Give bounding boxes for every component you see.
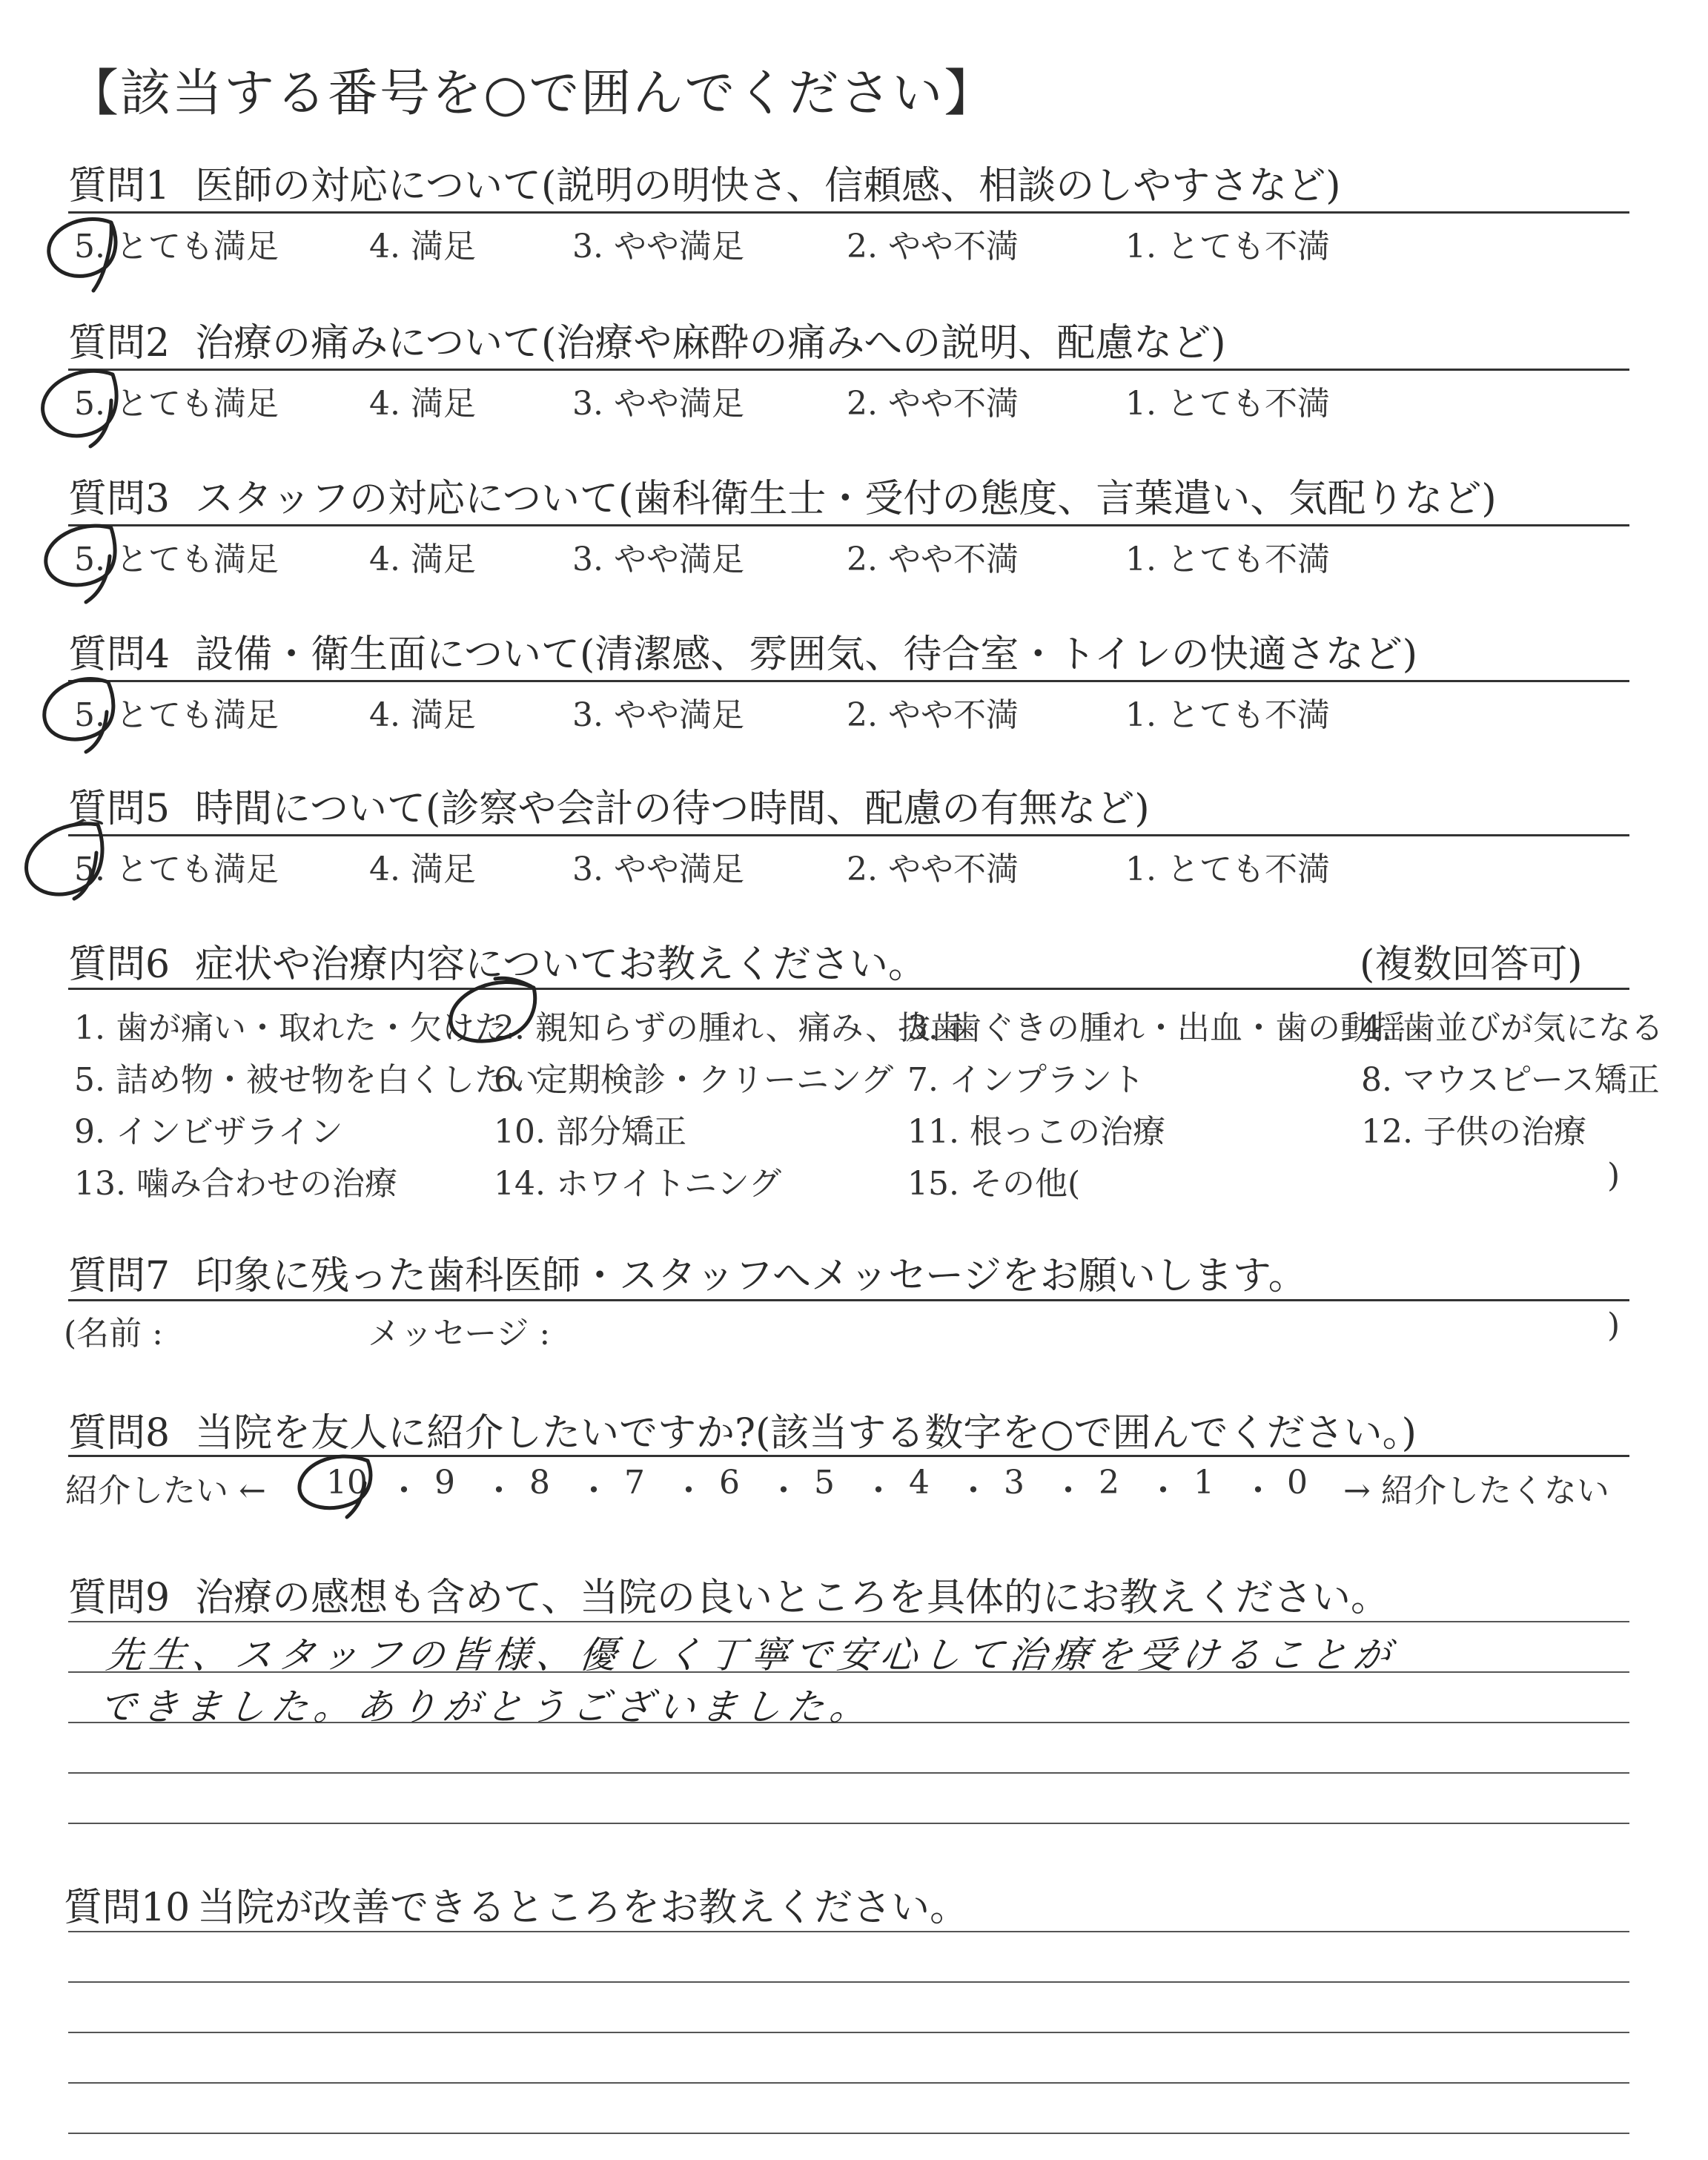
- q4-option-1[interactable]: 1. とても不満: [1125, 696, 1330, 734]
- q8-scale-6[interactable]: 6: [719, 1464, 740, 1502]
- q1-option-5[interactable]: 5. とても満足: [74, 228, 279, 265]
- q4-circle-mark: [44, 679, 113, 752]
- question-10-text: 当院が改善できるところをお教えください。: [197, 1886, 969, 1930]
- q6-circle-mark: [451, 978, 535, 1041]
- q6-other-close: ): [1607, 1157, 1621, 1195]
- q4-option-3[interactable]: 3. やや満足: [572, 696, 744, 734]
- q8-separator: ・: [957, 1472, 990, 1510]
- q5-option-1[interactable]: 1. とても不満: [1125, 851, 1330, 888]
- question-6-label: 質問6: [68, 942, 171, 987]
- q6-option-12[interactable]: 12. 子供の治療: [1361, 1113, 1586, 1151]
- q6-option-4[interactable]: 4. 歯並びが気になる: [1361, 1009, 1664, 1047]
- form-header: 【該当する番号を○で囲んでください】: [68, 65, 996, 123]
- question-2-label: 質問2: [68, 321, 171, 366]
- q8-separator: ・: [483, 1472, 515, 1510]
- question-9-text: 治療の感想も含めて、当院の良いところを具体的にお教えください。: [195, 1576, 1390, 1620]
- q5-option-2[interactable]: 2. やや不満: [847, 851, 1019, 888]
- question-7-text: 印象に残った歯科医師・スタッフへメッセージをお願いします。: [195, 1254, 1307, 1298]
- q6-option-9[interactable]: 9. インビザライン: [74, 1113, 343, 1151]
- q8-separator: ・: [1242, 1472, 1274, 1510]
- question-5-label: 質問5: [68, 787, 171, 831]
- q8-scale-4[interactable]: 4: [909, 1464, 930, 1502]
- q5-option-5[interactable]: 5. とても満足: [74, 851, 279, 888]
- q8-scale-2[interactable]: 2: [1099, 1464, 1119, 1502]
- q6-option-2[interactable]: 2. 親知らずの腫れ、痛み、抜歯: [494, 1009, 964, 1047]
- q8-scale-8[interactable]: 8: [529, 1464, 550, 1502]
- q7-name-label: (名前 :: [64, 1315, 163, 1353]
- q2-option-5[interactable]: 5. とても満足: [74, 385, 279, 423]
- q8-separator: ・: [1052, 1472, 1085, 1510]
- question-10-label: 質問10: [64, 1886, 191, 1930]
- q8-left-label: 紹介したい ←: [65, 1472, 266, 1510]
- q6-option-5[interactable]: 5. 詰め物・被せ物を白くしたい: [74, 1061, 540, 1099]
- question-4-label: 質問4: [68, 633, 171, 677]
- q8-separator: ・: [577, 1472, 610, 1510]
- question-1-label: 質問1: [68, 164, 171, 208]
- q8-scale-10[interactable]: 10: [326, 1464, 368, 1502]
- q8-scale-5[interactable]: 5: [814, 1464, 835, 1502]
- question-3-label: 質問3: [68, 477, 171, 521]
- q6-option-6[interactable]: 6. 定期検診・クリーニング: [494, 1061, 894, 1099]
- question-6-note: (複数回答可): [1360, 942, 1583, 987]
- q3-option-3[interactable]: 3. やや満足: [572, 541, 744, 578]
- q5-option-4[interactable]: 4. 満足: [369, 851, 476, 888]
- q8-separator: ・: [767, 1472, 800, 1510]
- q8-circle-mark: [299, 1456, 371, 1517]
- q3-option-5[interactable]: 5. とても満足: [74, 541, 279, 578]
- q1-option-2[interactable]: 2. やや不満: [847, 228, 1019, 265]
- q8-scale-9[interactable]: 9: [434, 1464, 455, 1502]
- q1-option-3[interactable]: 3. やや満足: [572, 228, 744, 265]
- q2-option-4[interactable]: 4. 満足: [369, 385, 476, 423]
- q3-option-2[interactable]: 2. やや不満: [847, 541, 1019, 578]
- q1-option-1[interactable]: 1. とても不満: [1125, 228, 1330, 265]
- q1-circle-mark: [49, 219, 116, 291]
- q3-option-1[interactable]: 1. とても不満: [1125, 541, 1330, 578]
- q6-option-7[interactable]: 7. インプラント: [907, 1061, 1145, 1099]
- question-8-text: 当院を友人に紹介したいですか?(該当する数字を○で囲んでください。): [195, 1411, 1417, 1456]
- question-2-text: 治療の痛みについて(治療や麻酔の痛みへの説明、配慮など): [195, 321, 1226, 366]
- q7-message-label: メッセージ :: [368, 1315, 551, 1353]
- q6-option-14[interactable]: 14. ホワイトニング: [494, 1165, 782, 1203]
- q5-option-3[interactable]: 3. やや満足: [572, 851, 744, 888]
- question-5-text: 時間について(診察や会計の待つ時間、配慮の有無など): [195, 787, 1150, 831]
- q6-option-8[interactable]: 8. マウスピース矯正: [1361, 1061, 1660, 1099]
- q1-option-4[interactable]: 4. 満足: [369, 228, 476, 265]
- question-8-label: 質問8: [68, 1411, 171, 1456]
- q3-option-4[interactable]: 4. 満足: [369, 541, 476, 578]
- q3-circle-mark: [46, 526, 115, 602]
- q8-separator: ・: [388, 1472, 420, 1510]
- q2-option-3[interactable]: 3. やや満足: [572, 385, 744, 423]
- q8-separator: ・: [672, 1472, 705, 1510]
- question-6-text: 症状や治療内容についてお教えください。: [195, 942, 927, 987]
- q8-right-label: → 紹介したくない: [1343, 1472, 1609, 1510]
- q4-option-2[interactable]: 2. やや不満: [847, 696, 1019, 734]
- q6-option-1[interactable]: 1. 歯が痛い・取れた・欠けた: [74, 1009, 507, 1047]
- q6-option-13[interactable]: 13. 噛み合わせの治療: [74, 1165, 397, 1203]
- q8-scale-0[interactable]: 0: [1287, 1464, 1308, 1502]
- q8-scale-7[interactable]: 7: [624, 1464, 645, 1502]
- q4-option-4[interactable]: 4. 満足: [369, 696, 476, 734]
- q6-option-15[interactable]: 15. その他(: [907, 1165, 1081, 1203]
- q9-handwritten-answer-line-1: 先生、スタッフの皆様、優しく丁寧で安心して治療を受けることが: [104, 1634, 1399, 1677]
- q9-handwritten-answer-line-2: できました。ありがとうございました。: [96, 1685, 875, 1728]
- q6-option-10[interactable]: 10. 部分矯正: [494, 1113, 686, 1151]
- question-3-text: スタッフの対応について(歯科衛生士・受付の態度、言葉遣い、気配りなど): [195, 477, 1497, 521]
- q5-circle-mark: [27, 824, 102, 899]
- question-7-label: 質問7: [68, 1254, 171, 1298]
- q2-option-2[interactable]: 2. やや不満: [847, 385, 1019, 423]
- q2-option-1[interactable]: 1. とても不満: [1125, 385, 1330, 423]
- q2-circle-mark: [43, 371, 117, 446]
- q7-close: ): [1607, 1307, 1621, 1344]
- q6-option-3[interactable]: 3. 歯ぐきの腫れ・出血・歯の動揺: [907, 1009, 1406, 1047]
- question-9-label: 質問9: [68, 1576, 171, 1620]
- q8-scale-1[interactable]: 1: [1194, 1464, 1214, 1502]
- q6-option-11[interactable]: 11. 根っこの治療: [907, 1113, 1165, 1151]
- q8-scale-3[interactable]: 3: [1004, 1464, 1025, 1502]
- q8-separator: ・: [862, 1472, 895, 1510]
- q8-separator: ・: [1147, 1472, 1179, 1510]
- question-1-text: 医師の対応について(説明の明快さ、信頼感、相談のしやすさなど): [195, 164, 1341, 208]
- q4-option-5[interactable]: 5. とても満足: [74, 696, 279, 734]
- question-4-text: 設備・衛生面について(清潔感、雰囲気、待合室・トイレの快適さなど): [195, 633, 1418, 677]
